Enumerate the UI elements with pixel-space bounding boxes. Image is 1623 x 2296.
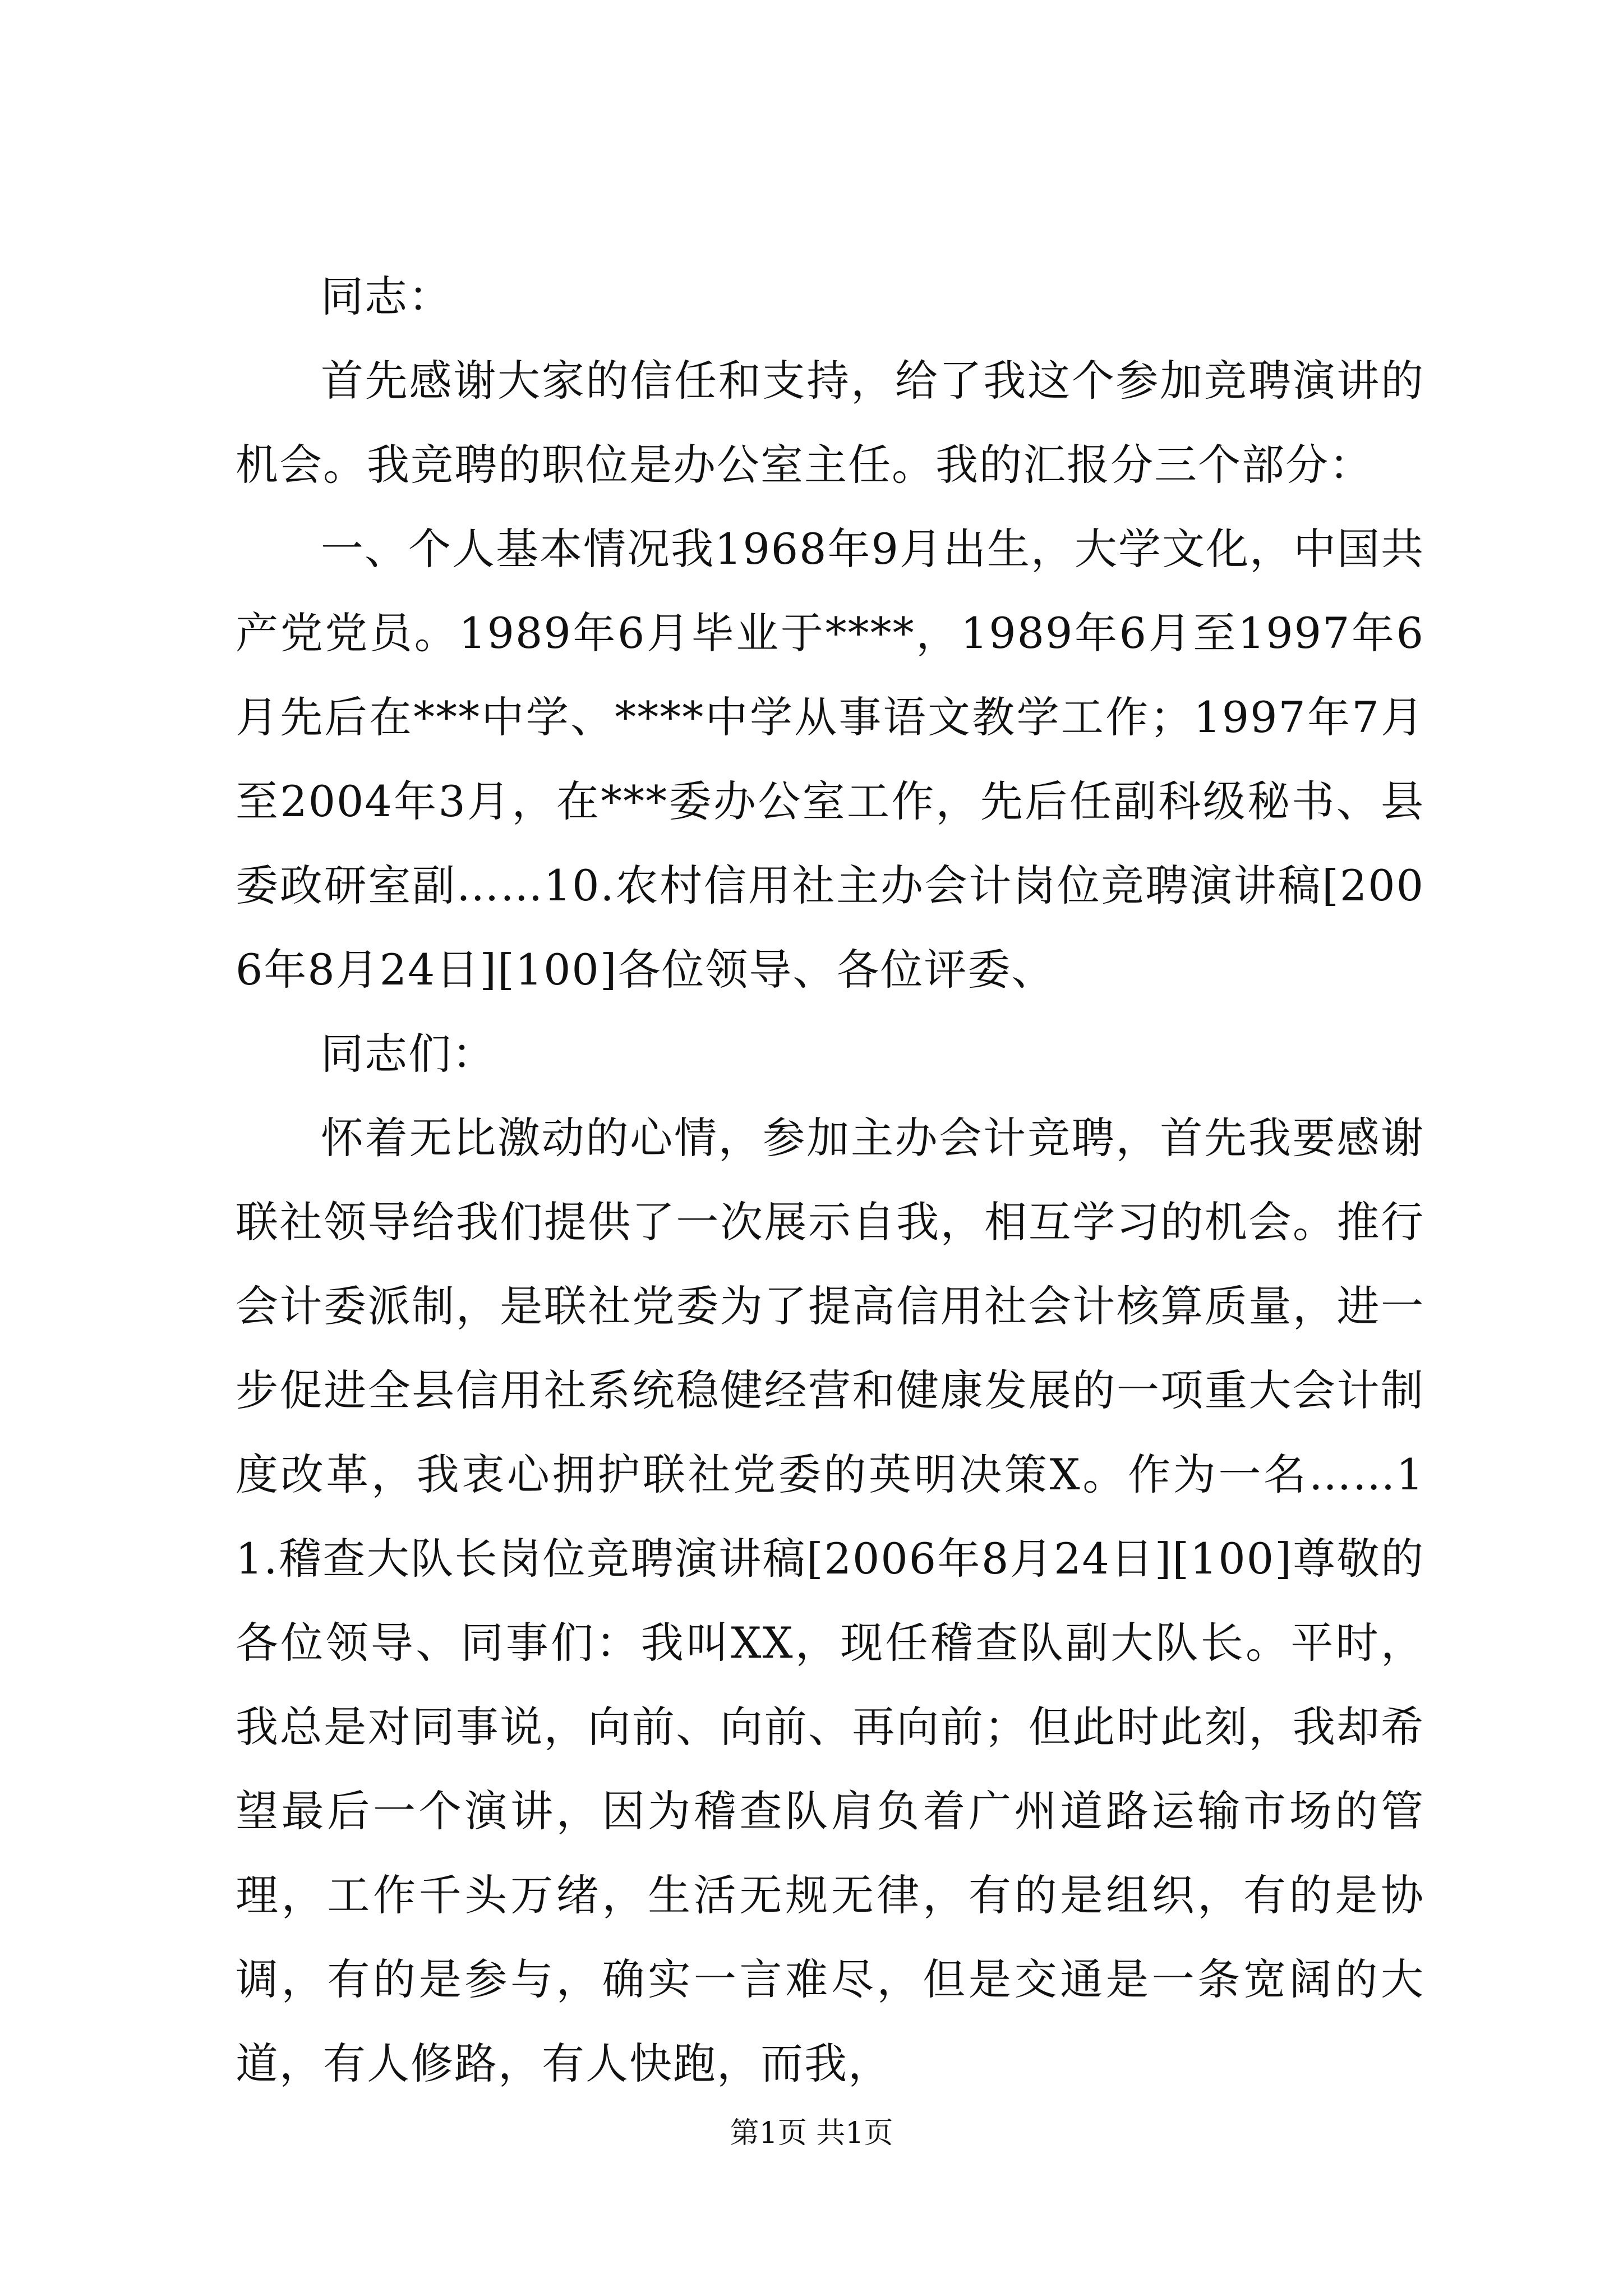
speech-body-paragraph: 怀着无比激动的心情，参加主办会计竞聘，首先我要感谢联社领导给我们提供了一次展示自我，相互学习的机会。推行会计委派制，是联社党委为了提高信用社会计核算质量，进一步促进全县信用社系统稳健经营和健康发展的一项重大会计制度改革，我衷心拥护联社党委的英明决策X。作为一名……11.稽查大队长岗位竞聘演讲稿[2006年8月24日][100]尊敬的各位领导、同事们：我叫XX，现任稽查队副大队长。平时，我总是对同事说，向前、向前、再向前；但此时此刻，我却希望最后一个演讲，因为稽查队肩负着广州道路运输市场的管理，工作千头万绪，生活无规无律，有的是组织，有的是协调，有的是参与，确实一言难尽，但是交通是一条宽阔的大道，有人修路，有人快跑，而我， xyxy=(236,1113,1424,2088)
basic-info-paragraph: 一、个人基本情况我1968年9月出生，大学文化，中国共产党党员。1989年6月毕业于****，1989年6月至1997年6月先后在***中学、****中学从事语文教学工作；1997年7月至2004年3月，在***委办公室工作，先后任副科级秘书、县委政研室副……10.农村信用社主办会计岗位竞聘演讲稿[2006年8月24日][100]各位领导、各位评委、 xyxy=(236,524,1424,995)
salutation-comrades-paragraph: 同志们： xyxy=(321,1029,496,1079)
page-footer: 第1页 共1页 xyxy=(730,2116,893,2150)
opening-paragraph: 首先感谢大家的信任和支持，给了我这个参加竞聘演讲的机会。我竞聘的职位是办公室主任。我的汇报分三个部分： xyxy=(236,356,1424,490)
document-body xyxy=(236,255,1424,2106)
salutation-paragraph: 同志： xyxy=(321,272,452,321)
